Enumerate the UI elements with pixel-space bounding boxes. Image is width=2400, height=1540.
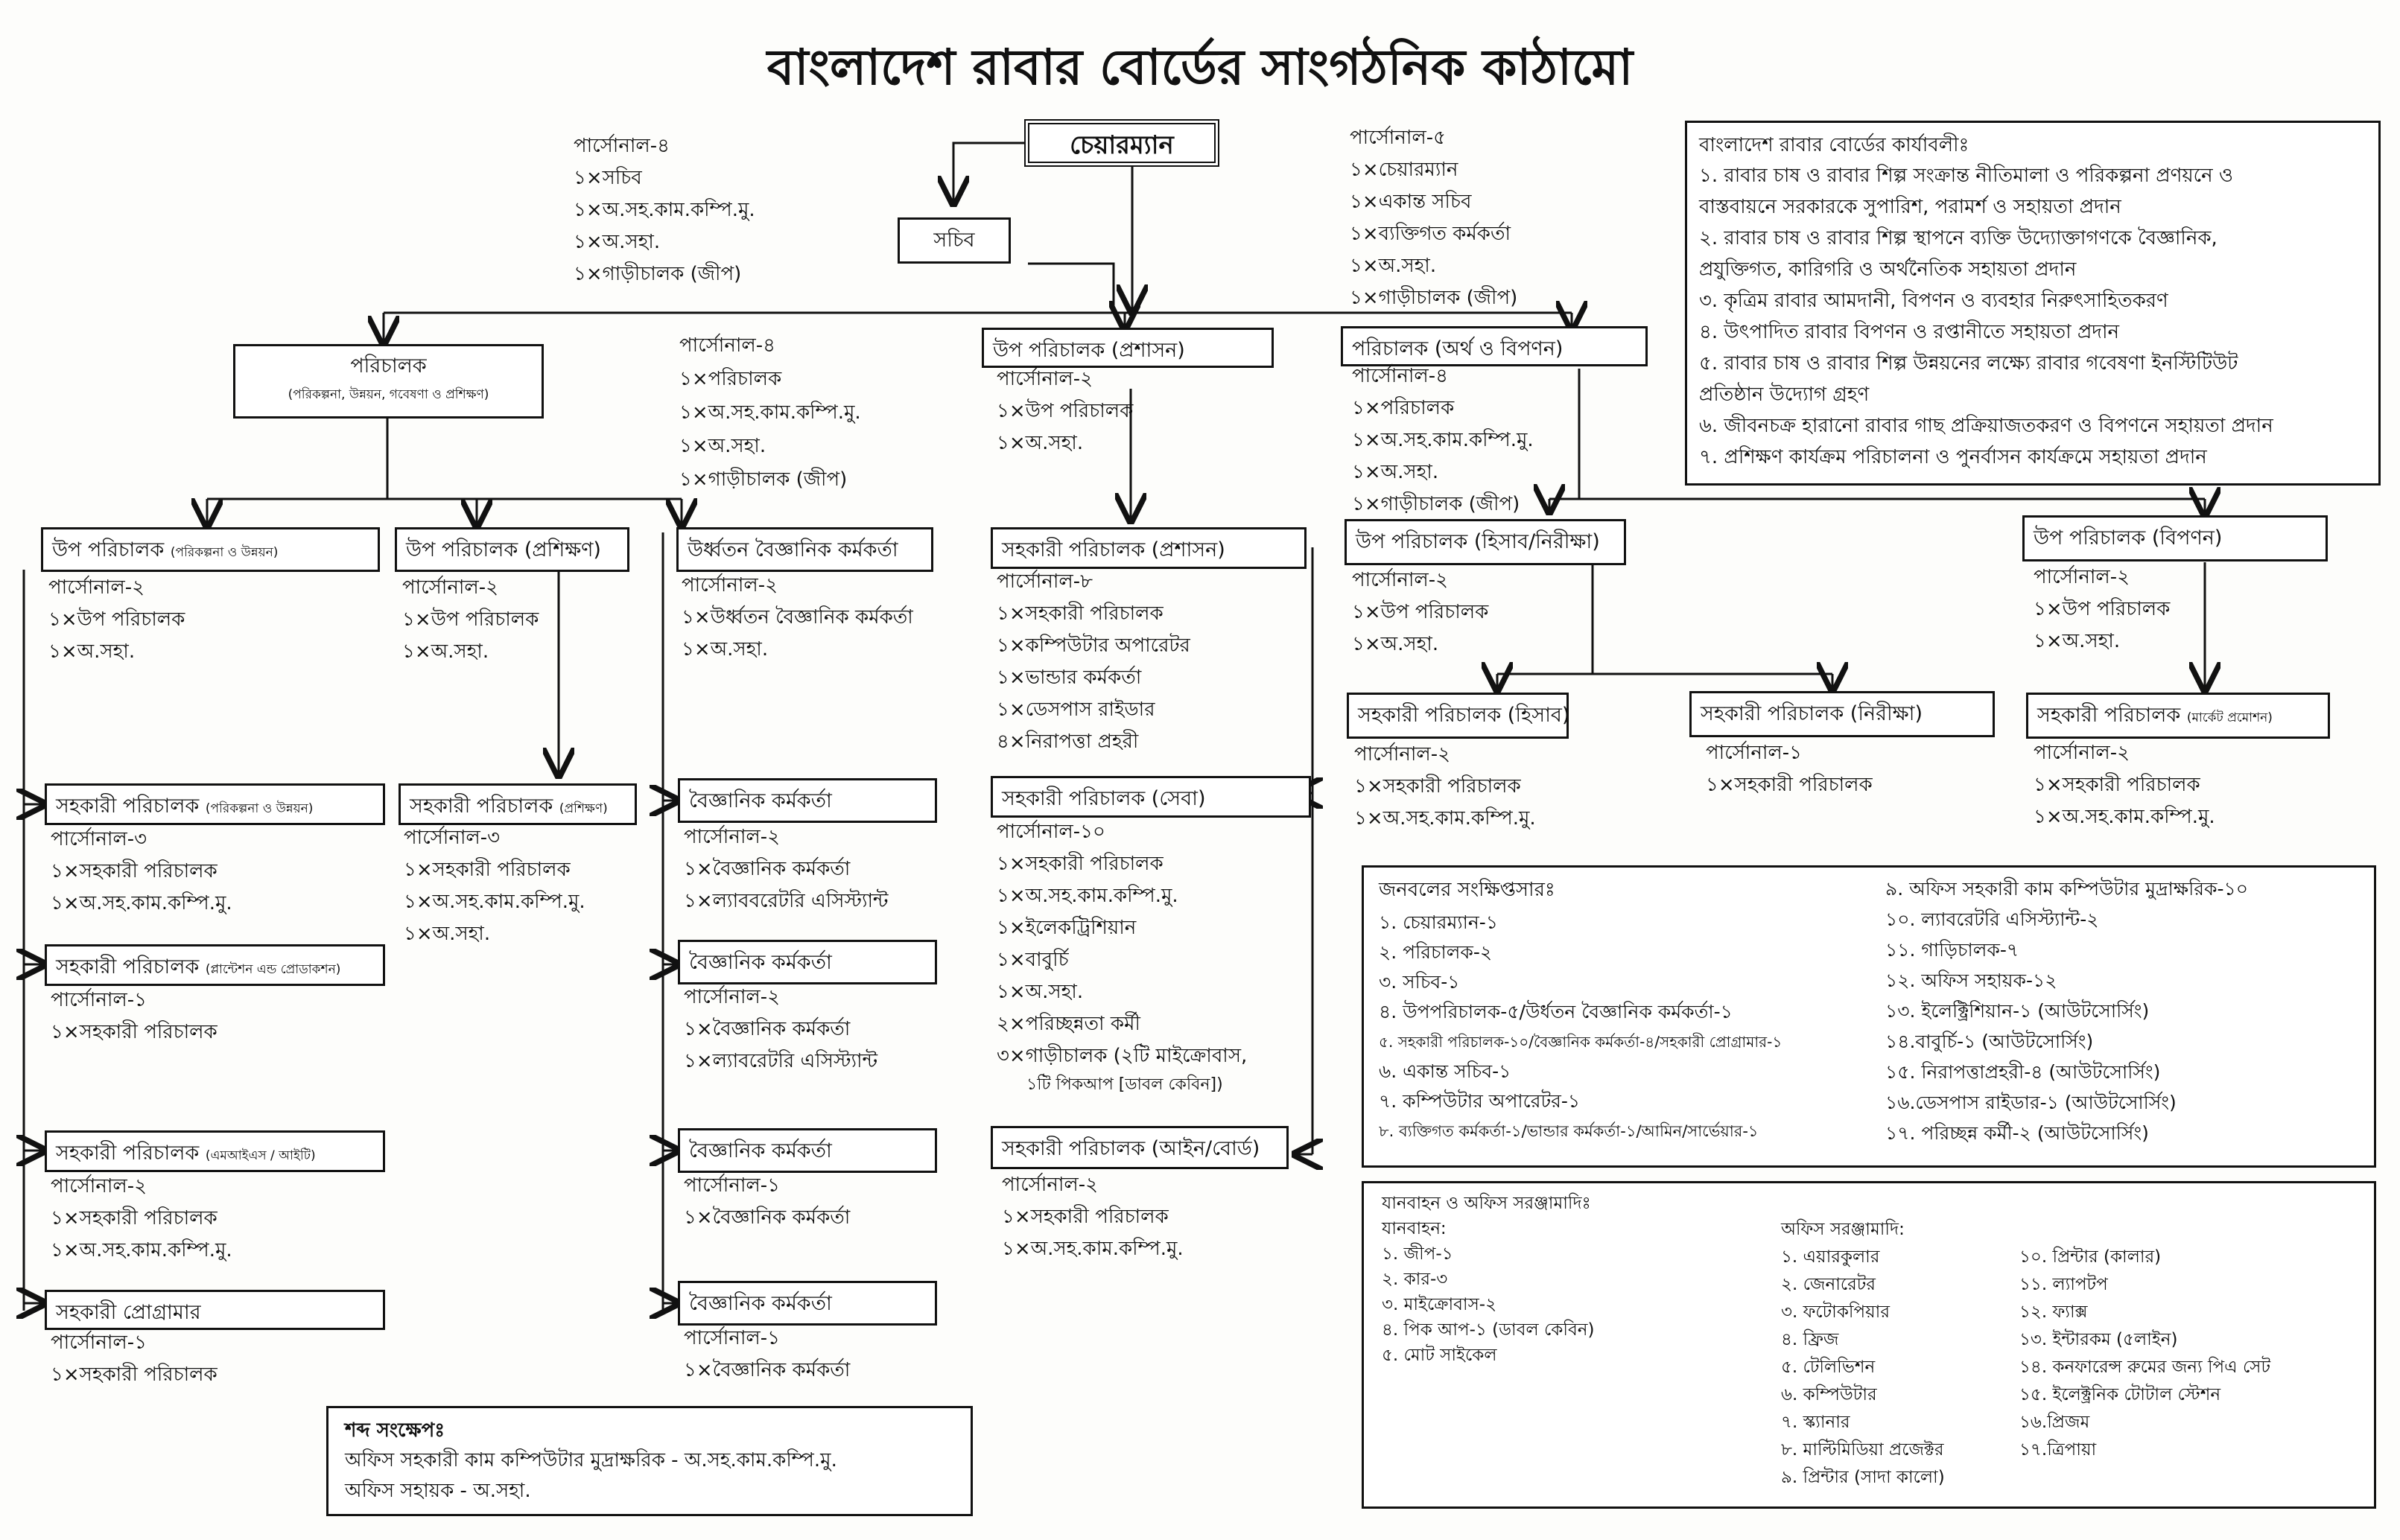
- ad-mis-label: সহকারী পরিচালক: [56, 1142, 200, 1165]
- manpower-item: ১৩. ইলেক্ট্রিশিয়ান-১ (আউটসোর্সিং): [1885, 1000, 2150, 1022]
- director-plan-sub: (পরিকল্পনা, উন্নয়ন, গবেষণা ও প্রশিক্ষণ): [288, 387, 489, 402]
- staff-item: ১×উপ পরিচালক: [1352, 601, 1489, 623]
- function-item: ৫. রাবার চাষ ও রাবার শিল্প উন্নয়নের লক্ষ্যে রাবার গবেষণা ইনস্টিটিউট: [1699, 352, 2238, 375]
- director-fin-label: পরিচালক (অর্থ ও বিপণন): [1352, 337, 1564, 360]
- staff-item: ১×উপ পরিচালক: [402, 608, 539, 631]
- staff-item: ১×উপ পরিচালক: [48, 608, 185, 631]
- equipment-item: ৬. কম্পিউটার: [1781, 1385, 1877, 1404]
- staff-item: ১×ব্যক্তিগত কর্মকর্তা: [1350, 223, 1511, 245]
- function-item: প্রযুক্তিগত, কারিগরি ও অর্থনৈতিক সহায়তা প্রদান: [1699, 258, 2077, 281]
- staff-item: ১×সহকারী পরিচালক: [51, 1364, 218, 1386]
- vehicle-item: ৪. পিক আপ-১ (ডাবল কেবিন): [1382, 1320, 1595, 1340]
- staff-item: ১×গাড়ীচালক (জীপ): [574, 263, 742, 285]
- staff-item: ১×সহকারী পরিচালক: [997, 853, 1164, 875]
- manpower-item: ১০. ল্যাবরেটরি এসিস্ট্যান্ট-২: [1885, 909, 2099, 930]
- vehicle-item: ৩. মাইক্রোবাস-২: [1382, 1295, 1497, 1314]
- secretary-label: সচিব: [933, 229, 975, 252]
- function-item: ১. রাবার চাষ ও রাবার শিল্প সংক্রান্ত নীতিমালা ও পরিকল্পনা প্রণয়নে ও: [1699, 165, 2234, 187]
- staff-item: ১×গাড়ীচালক (জীপ): [1350, 287, 1518, 309]
- ad-plant-box: [45, 944, 385, 986]
- staff-item: ১×উর্ধ্বতন বৈজ্ঞানিক কর্মকর্তা: [682, 606, 913, 629]
- vehicles-header: যানবাহন:: [1382, 1219, 1447, 1238]
- ad-mp-sub: (মার্কেট প্রমোশন): [2186, 710, 2273, 725]
- so2-box: [678, 940, 937, 984]
- manpower-item: ১২. অফিস সহায়ক-১২: [1885, 970, 2057, 991]
- ad-train-label: সহকারী পরিচালক: [410, 795, 553, 818]
- staff-item: ১×সহকারী পরিচালক: [1706, 774, 1873, 796]
- ad-acc-box: [1347, 693, 1569, 739]
- manpower-item: ৬. একান্ত সচিব-১: [1379, 1060, 1511, 1082]
- ad-mis-sub: (এমআইএস / আইটি): [205, 1148, 316, 1163]
- manpower-item: ১৬.ডেসপাস রাইডার-১ (আউটসোর্সিং): [1885, 1092, 2177, 1113]
- staff-header: পার্সোনাল-১: [684, 1174, 781, 1197]
- staff-item: ১×সহকারী পরিচালক: [51, 1021, 218, 1043]
- staff-item: ১×অ.সহা.: [1352, 633, 1439, 655]
- ad-law-label: সহকারী পরিচালক (আইন/বোর্ড): [1002, 1137, 1260, 1160]
- staff-item: ১×সহকারী পরিচালক: [51, 1207, 218, 1229]
- staff-item: ১×সহকারী পরিচালক: [1002, 1206, 1169, 1228]
- staff-item: ১×একান্ত সচিব: [1350, 191, 1472, 213]
- manpower-item: ৭. কম্পিউটার অপারেটর-১: [1379, 1090, 1581, 1112]
- dd-audit-staff: [1352, 564, 1488, 661]
- staff-item: ১×অ.সহ.কাম.কম্পি.মু.: [679, 401, 861, 424]
- ad-plant-sub: (প্লান্টেশন এন্ড প্রোডাকশন): [205, 962, 341, 977]
- sso-staff: [682, 570, 913, 666]
- staff-header: পার্সোনাল-৩: [51, 828, 147, 850]
- staff-item: ১×ইলেকট্রিশিয়ান: [997, 917, 1137, 939]
- ad-audit-staff: [1706, 737, 1873, 801]
- function-item: ৩. কৃত্রিম রাবার আমদানী, বিপণন ও ব্যবহার নিরুৎসাহিতকরণ: [1699, 290, 2168, 312]
- staff-item: ১×অ.সহা.: [48, 640, 136, 663]
- equipment-item: ১৭.ত্রিপায়া: [2019, 1440, 2097, 1460]
- vehicles-panel: [1362, 1181, 2376, 1509]
- staff-item: ১×চেয়ারম্যান: [1350, 159, 1458, 181]
- director-fin-staff: [1352, 360, 1534, 521]
- dd-plan-label: উপ পরিচালক: [52, 538, 165, 561]
- staff-item: ১×ল্যাবরেটরি এসিস্ট্যান্ট: [684, 1050, 878, 1072]
- secretary-box: [898, 217, 1011, 264]
- ad-acc-label: সহকারী পরিচালক (হিসাব): [1358, 704, 1570, 727]
- ad-acc-staff: [1354, 739, 1536, 835]
- manpower-item: ৮. ব্যক্তিগত কর্মকর্তা-১/ভান্ডার কর্মকর্তা-১/আমিন/সার্ভেয়ার-১: [1379, 1122, 1759, 1140]
- staff-item: ১×অ.সহা.: [574, 231, 661, 253]
- manpower-item: ১৭. পরিচ্ছন্ন কর্মী-২ (আউটসোর্সিং): [1885, 1122, 2149, 1144]
- ad-mp-staff: [2034, 737, 2215, 833]
- so3-label: বৈজ্ঞানিক কর্মকর্তা: [689, 1139, 832, 1162]
- equipment-item: ৭. স্ক্যানার: [1781, 1413, 1850, 1432]
- staff-item: ১×অ.সহ.কাম.কম্পি.মু.: [51, 892, 232, 914]
- staff-item: ১×উপ পরিচালক: [997, 400, 1134, 422]
- staff-item: ১×অ.সহা.: [679, 435, 766, 457]
- staff-item: ১×ল্যাববরেটরি এসিস্ট্যান্ট: [684, 890, 889, 912]
- so3-box: [678, 1128, 937, 1173]
- staff-item: ১×অ.সহা.: [682, 638, 769, 661]
- staff-item: ১×সহকারী পরিচালক: [2034, 774, 2200, 796]
- staff-item: ১×অ.সহ.কাম.কম্পি.মু.: [404, 891, 585, 913]
- staff-item: ১×অ.সহ.কাম.কম্পি.মু.: [1002, 1238, 1184, 1260]
- so1-staff: [684, 821, 889, 917]
- ad-law-box: [991, 1126, 1289, 1169]
- staff-header: পার্সোনাল-২: [1002, 1174, 1099, 1196]
- staff-item: ১×সহকারী পরিচালক: [1354, 775, 1521, 798]
- equipment-item: ১১. ল্যাপটপ: [2019, 1275, 2108, 1294]
- ad-train-staff: [404, 822, 585, 950]
- ad-admin-label: সহকারী পরিচালক (প্রশাসন): [1002, 538, 1225, 561]
- chairman-label: চেয়ারম্যান: [1070, 130, 1174, 160]
- staff-header: পার্সোনাল-৪: [679, 334, 776, 357]
- equipment-item: ১৩. ইন্টারকম (৫লাইন): [2019, 1330, 2178, 1349]
- dd-admin-label: উপ পরিচালক (প্রশাসন): [993, 339, 1185, 362]
- staff-item: ১×বৈজ্ঞানিক কর্মকর্তা: [684, 1206, 851, 1229]
- ad-audit-label: সহকারী পরিচালক (নিরীক্ষা): [1701, 702, 1923, 725]
- staff-header: পার্সোনাল-২: [997, 368, 1093, 390]
- equipment-item: ১. এয়ারকুলার: [1781, 1247, 1880, 1267]
- director-plan-label: পরিচালক: [350, 354, 427, 378]
- staff-item: ১×উপ পরিচালক: [2034, 598, 2171, 620]
- dd-market-box: [2022, 515, 2328, 561]
- staff-header: পার্সোনাল-৮: [997, 570, 1093, 593]
- ad-admin-staff: [997, 566, 1190, 758]
- staff-header: পার্সোনাল-১: [1706, 742, 1803, 764]
- staff-header: পার্সোনাল-২: [684, 826, 781, 848]
- ad-service-box: [991, 776, 1311, 818]
- ad-service-staff: [997, 816, 1247, 1097]
- director-plan-box: [233, 344, 544, 419]
- function-item: ৬. জীবনচক্র হারানো রাবার গাছ প্রক্রিয়াজতকরণ ও বিপণনে সহায়তা প্রদান: [1699, 415, 2273, 437]
- staff-item: ১×গাড়ীচালক (জীপ): [1352, 493, 1520, 515]
- function-item: ৭. প্রশিক্ষণ কার্যক্রম পরিচালনা ও পুনর্বাসন কার্যক্রমে সহায়তা প্রদান: [1699, 446, 2207, 468]
- staff-item: ১×অ.সহ.কাম.কম্পি.মু.: [997, 885, 1178, 907]
- ap-box: [45, 1290, 385, 1330]
- dd-plan-sub: (পরিকল্পনা ও উন্নয়ন): [170, 545, 279, 560]
- staff-header: পার্সোনাল-২: [1354, 743, 1451, 766]
- so2-staff: [684, 981, 877, 1078]
- ad-plant-staff: [51, 984, 218, 1049]
- equipment-item: ১৫. ইলেক্ট্রনিক টোটাল স্টেশন: [2019, 1385, 2221, 1404]
- ad-service-label: সহকারী পরিচালক (সেবা): [1002, 787, 1206, 810]
- equipment-header: অফিস সরঞ্জামাদি:: [1781, 1220, 1905, 1239]
- dd-plan-box: [41, 527, 380, 572]
- ad-mis-staff: [51, 1171, 232, 1267]
- so1-box: [678, 778, 937, 823]
- function-item: প্রতিষ্ঠান উদ্যোগ গ্রহণ: [1699, 384, 1870, 406]
- abbr-panel: [326, 1406, 973, 1516]
- page-title: বাংলাদেশ রাবার বোর্ডের সাংগঠনিক কাঠামো: [766, 39, 1634, 96]
- staff-header: পার্সোনাল-২: [1352, 569, 1449, 591]
- staff-item: ১×সচিব: [574, 167, 642, 189]
- function-item: ২. রাবার চাষ ও রাবার শিল্প স্থাপনে ব্যক্তি উদ্যোক্তাগণকে বৈজ্ঞানিক,: [1699, 227, 2218, 249]
- staff-header: পার্সোনাল-২: [2034, 566, 2130, 588]
- staff-header: পার্সোনাল-১০: [997, 821, 1105, 843]
- staff-item: ১×সহকারী পরিচালক: [404, 859, 571, 881]
- staff-item: ১×অ.সহা.: [404, 923, 491, 945]
- manpower-item: ৯. অফিস সহকারী কাম কম্পিউটার মুদ্রাক্ষরিক-১০: [1885, 878, 2249, 900]
- manpower-item: ২. পরিচালক-২: [1379, 941, 1493, 963]
- staff-item: ১×বৈজ্ঞানিক কর্মকর্তা: [684, 1359, 851, 1381]
- staff-header: পার্সোনাল-২: [2034, 742, 2130, 764]
- staff-header: পার্সোনাল-২: [48, 576, 145, 599]
- staff-item: ১×বৈজ্ঞানিক কর্মকর্তা: [684, 858, 851, 880]
- equipment-item: ২. জেনারেটর: [1781, 1275, 1876, 1294]
- staff-item: ১×অ.সহা.: [997, 981, 1084, 1003]
- staff-item: ১×ভান্ডার কর্মকর্তা: [997, 666, 1142, 689]
- staff-item: ১টি পিকআপ [ডাবল কেবিন]): [1026, 1075, 1223, 1094]
- so3-staff: [684, 1170, 850, 1234]
- staff-item: ১×অ.সহ.কাম.কম্পি.মু.: [51, 1239, 232, 1261]
- staff-item: ৩×গাড়ীচালক (২টি মাইক্রোবাস,: [997, 1045, 1248, 1067]
- so4-staff: [684, 1323, 850, 1387]
- so2-label: বৈজ্ঞানিক কর্মকর্তা: [689, 951, 832, 974]
- staff-item: ১×অ.সহ.কাম.কম্পি.মু.: [2034, 806, 2215, 828]
- staff-item: ১×অ.সহ.কাম.কম্পি.মু.: [1354, 807, 1536, 830]
- so4-box: [678, 1281, 937, 1326]
- ad-plan-label: সহকারী পরিচালক: [56, 795, 200, 818]
- manpower-item: ১৫. নিরাপত্তাপ্রহরী-৪ (আউটসোর্সিং): [1885, 1061, 2161, 1083]
- manpower-item: ১. চেয়ারম্যান-১: [1379, 911, 1499, 933]
- equipment-item: ৪. ফ্রিজ: [1781, 1330, 1839, 1349]
- dd-train-staff: [402, 572, 539, 668]
- staff-item: ৪×নিরাপত্তা প্রহরী: [997, 731, 1139, 753]
- staff-header: পার্সোনাল-২: [682, 574, 778, 596]
- manpower-panel: [1362, 865, 2376, 1168]
- vehicle-item: ১. জীপ-১: [1382, 1244, 1453, 1264]
- staff-header: পার্সোনাল-৩: [404, 827, 501, 849]
- ad-plan-box: [45, 783, 385, 825]
- dd-train-box: [395, 527, 629, 572]
- staff-item: ১×অ.সহা.: [2034, 630, 2121, 652]
- equipment-item: ১২. ফ্যাক্স: [2019, 1302, 2088, 1322]
- staff-header: পার্সোনাল-৪: [574, 135, 670, 157]
- functions-panel: [1685, 121, 2381, 486]
- vehicle-item: ২. কার-৩: [1382, 1270, 1448, 1289]
- vehicle-item: ৫. মোট সাইকেল: [1382, 1346, 1497, 1365]
- equipment-item: ৩. ফটোকপিয়ার: [1781, 1302, 1890, 1322]
- abbr-title: শব্দ সংক্ষেপঃ: [345, 1419, 445, 1442]
- staff-item: ১×বৈজ্ঞানিক কর্মকর্তা: [684, 1018, 851, 1040]
- staff-header: পার্সোনাল-২: [51, 1175, 147, 1197]
- manpower-item: ১১. গাড়িচালক-৭: [1885, 939, 2019, 961]
- staff-item: ১×অ.সহা.: [402, 640, 489, 663]
- ad-train-sub: (প্রশিক্ষণ): [559, 801, 608, 816]
- function-item: বাস্তবায়নে সরকারকে সুপারিশ, পরামর্শ ও সহায়তা প্রদান: [1699, 196, 2121, 218]
- sso-label: উর্ধ্বতন বৈজ্ঞানিক কর্মকর্তা: [688, 538, 898, 561]
- chairman-box: [1024, 119, 1219, 167]
- director-plan-staff: [679, 329, 861, 497]
- dd-audit-label: উপ পরিচালক (হিসাব/নিরীক্ষা): [1356, 530, 1600, 553]
- ad-audit-box: [1689, 691, 1995, 737]
- staff-item: ১×পরিচালক: [1352, 397, 1455, 419]
- manpower-item: ৪. উপপরিচালক-৫/উর্ধতন বৈজ্ঞানিক কর্মকর্তা-১: [1379, 1001, 1733, 1022]
- function-item: ৪. উৎপাদিত রাবার বিপণন ও রপ্তানীতে সহায়তা প্রদান: [1699, 321, 2120, 343]
- staff-item: ১×পরিচালক: [679, 368, 782, 390]
- abbr-item: অফিস সহকারী কাম কম্পিউটার মুদ্রাক্ষরিক - অ.সহ.কাম.কম্পি.মু.: [345, 1449, 837, 1471]
- staff-item: ১×গাড়ীচালক (জীপ): [679, 468, 848, 491]
- staff-item: ১×সহকারী পরিচালক: [51, 860, 218, 882]
- staff-item: ১×বাবুর্চি: [997, 949, 1069, 971]
- staff-header: পার্সোনাল-১: [684, 1327, 781, 1349]
- equipment-item: ১৪. কনফারেন্স রুমের জন্য পিএ সেট: [2019, 1358, 2271, 1377]
- secretary-staff: [574, 130, 755, 290]
- staff-item: ১×অ.সহ.কাম.কম্পি.মু.: [1352, 429, 1534, 451]
- functions-title: বাংলাদেশ রাবার বোর্ডের কার্যাবলীঃ: [1699, 134, 1969, 156]
- so4-label: বৈজ্ঞানিক কর্মকর্তা: [689, 1292, 832, 1315]
- ad-plant-label: সহকারী পরিচালক: [56, 955, 200, 979]
- equipment-item: ৮. মাল্টিমিডিয়া প্রজেক্টর: [1781, 1440, 1944, 1460]
- manpower-title: জনবলের সংক্ষিপ্তসারঃ: [1379, 879, 1555, 901]
- sso-box: [676, 527, 933, 572]
- staff-item: ২×পরিচ্ছন্নতা কর্মী: [997, 1013, 1140, 1035]
- staff-header: পার্সোনাল-১: [51, 1331, 147, 1354]
- dd-admin-staff: [997, 363, 1133, 459]
- staff-item: ১×অ.সহা.: [1352, 461, 1439, 483]
- ad-plan-sub: (পরিকল্পনা ও উন্নয়ন): [205, 801, 314, 816]
- dd-market-staff: [2034, 561, 2170, 658]
- staff-item: ১×ডেসপাস রাইডার: [997, 699, 1155, 721]
- staff-item: ১×অ.সহা.: [997, 432, 1084, 454]
- so1-label: বৈজ্ঞানিক কর্মকর্তা: [689, 789, 832, 812]
- ad-mis-box: [45, 1130, 385, 1172]
- vehicles-title: যানবাহন ও অফিস সরঞ্জামাদিঃ: [1382, 1194, 1591, 1213]
- dd-audit-box: [1345, 519, 1626, 565]
- ad-plan-staff: [51, 824, 232, 920]
- manpower-item: ৫. সহকারী পরিচালক-১০/বৈজ্ঞানিক কর্মকর্তা-৪/সহকারী প্রোগ্রামার-১: [1379, 1033, 1782, 1051]
- dd-market-label: উপ পরিচালক (বিপণন): [2034, 526, 2223, 550]
- staff-header: পার্সোনাল-৫: [1350, 127, 1447, 149]
- staff-header: পার্সোনাল-২: [684, 986, 781, 1008]
- equipment-item: ৯. প্রিন্টার (সাদা কালো): [1781, 1468, 1945, 1487]
- manpower-item: ৩. সচিব-১: [1379, 971, 1460, 993]
- ad-admin-box: [991, 527, 1307, 569]
- chairman-staff: [1350, 123, 1517, 315]
- manpower-item: ১৪.বাবুর্চি-১ (আউটসোর্সিং): [1885, 1031, 2094, 1052]
- dd-admin-box: [982, 328, 1274, 368]
- staff-header: পার্সোনাল-২: [402, 576, 499, 599]
- dd-plan-staff: [48, 572, 185, 668]
- staff-header: পার্সোনাল-১: [51, 989, 147, 1011]
- staff-item: ১×কম্পিউটার অপারেটর: [997, 634, 1190, 657]
- staff-item: ১×সহকারী পরিচালক: [997, 602, 1164, 625]
- staff-header: পার্সোনাল-৪: [1352, 365, 1449, 387]
- equipment-item: ১০. প্রিন্টার (কালার): [2019, 1247, 2162, 1267]
- equipment-item: ১৬.প্রিজম: [2019, 1413, 2090, 1432]
- ad-train-box: [399, 783, 637, 825]
- abbr-item: অফিস সহায়ক - অ.সহা.: [345, 1480, 531, 1502]
- ad-law-staff: [1002, 1169, 1184, 1265]
- ad-mp-label: সহকারী পরিচালক: [2037, 704, 2181, 727]
- staff-item: ১×অ.সহা.: [1350, 255, 1437, 277]
- ap-label: সহকারী প্রোগ্রামার: [56, 1301, 201, 1324]
- equipment-item: ৫. টেলিভিশন: [1781, 1358, 1876, 1377]
- ap-staff: [51, 1327, 218, 1391]
- ad-mp-box: [2026, 693, 2330, 739]
- dd-train-label: উপ পরিচালক (প্রশিক্ষণ): [406, 538, 601, 561]
- staff-item: ১×অ.সহ.কাম.কম্পি.মু.: [574, 199, 755, 221]
